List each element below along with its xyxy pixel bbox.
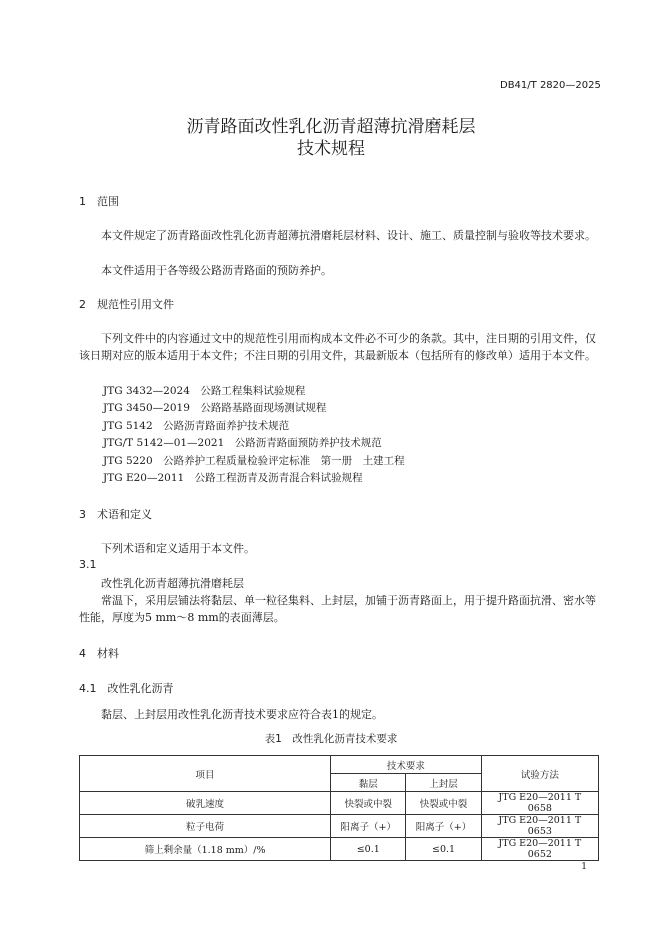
header-tack-coat: 黏层 — [331, 774, 406, 792]
table-cell: 阳离子（+） — [406, 815, 481, 838]
term-definition: 常温下，采用层铺法将黏层、单一粒径集料、上封层，加铺于沥青路面上，用于提升路面抗滑、密水等性能，厚度为5 mm～8 mm的表面薄层。 — [79, 594, 596, 624]
table-cell: ≤0.1 — [406, 838, 481, 861]
table-row — [80, 792, 599, 815]
header-item: 项目 — [80, 756, 331, 792]
table-cell: 筛上剩余量（1.18 mm）/% — [80, 838, 331, 861]
reference-item: JTG 3450—2019 公路路基路面现场测试规程 — [103, 402, 327, 414]
subsection-4-1-heading: 4.1 改性乳化沥青 — [79, 682, 174, 695]
document-title-line1: 沥青路面改性乳化沥青超薄抗滑磨耗层 — [186, 117, 476, 137]
table-cell: JTG E20—2011 T 0658 — [481, 792, 598, 815]
table-cell: JTG E20—2011 T 0652 — [481, 838, 598, 861]
section-2-heading: 2 规范性引用文件 — [79, 298, 174, 311]
table-caption: 表1 改性乳化沥青技术要求 — [264, 733, 398, 745]
header-requirement: 技术要求 — [331, 756, 482, 774]
reference-item: JTG 5142 公路沥青路面养护技术规范 — [103, 420, 290, 432]
table-row — [80, 838, 599, 861]
reference-item: JTG 3432—2024 公路工程集料试验规程 — [103, 385, 306, 397]
table-header-row — [80, 756, 599, 774]
table-row — [80, 815, 599, 838]
header-method: 试验方法 — [481, 756, 598, 792]
section-4-heading: 4 材料 — [79, 647, 119, 660]
table-cell: 破乳速度 — [80, 792, 331, 815]
document-number: DB41/T 2820—2025 — [500, 80, 601, 91]
section-1-heading: 1 范围 — [79, 195, 119, 208]
table-cell: ≤0.1 — [331, 838, 406, 861]
section-2-paragraph-1: 下列文件中的内容通过文中的规范性引用而构成本文件必不可少的条款。其中，注日期的引用文件，仅该日期对应的版本适用于本文件；不注日期的引用文件，其最新版本（包括所有的修改单）适用于本文件。 — [79, 332, 596, 362]
table-cell: 阳离子（+） — [331, 815, 406, 838]
spec-table — [79, 755, 599, 861]
section-1-paragraph-2: 本文件适用于各等级公路沥青路面的预防养护。 — [101, 264, 332, 277]
table-cell: JTG E20—2011 T 0653 — [481, 815, 598, 838]
section-3-heading: 3 术语和定义 — [79, 508, 152, 521]
section-1-paragraph-1: 本文件规定了沥青路面改性乳化沥青超薄抗滑磨耗层材料、设计、施工、质量控制与验收等技术要求。 — [101, 229, 596, 242]
term-number: 3.1 — [79, 558, 97, 571]
reference-item: JTG 5220 公路养护工程质量检验评定标准 第一册 土建工程 — [103, 455, 405, 467]
page-number: 1 — [581, 862, 587, 872]
header-upper-seal: 上封层 — [406, 774, 481, 792]
table-cell: 快裂或中裂 — [406, 792, 481, 815]
term-title: 改性乳化沥青超薄抗滑磨耗层 — [101, 577, 244, 590]
section-4-paragraph-1: 黏层、上封层用改性乳化沥青技术要求应符合表1的规定。 — [101, 708, 383, 721]
section-3-paragraph-1: 下列术语和定义适用于本文件。 — [101, 542, 255, 555]
reference-item: JTG/T 5142—01—2021 公路沥青路面预防养护技术规范 — [103, 437, 382, 449]
table-cell: 快裂或中裂 — [331, 792, 406, 815]
document-title-line2: 技术规程 — [297, 139, 365, 159]
table-cell: 粒子电荷 — [80, 815, 331, 838]
reference-item: JTG E20—2011 公路工程沥青及沥青混合料试验规程 — [103, 472, 363, 484]
